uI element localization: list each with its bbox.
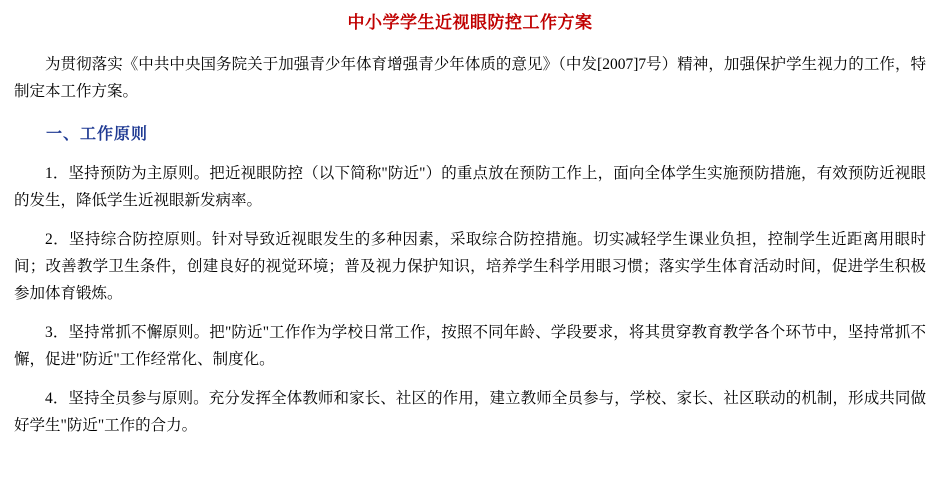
section-heading-work-principles: 一、工作原则 [46,126,149,143]
document-page [0,10,940,491]
principle-paragraph-2: 2．坚持综合防控原则。针对导致近视眼发生的多种因素，采取综合防控措施。切实减轻学生课业负担，控制学生近距离用眼时间；改善教学卫生条件，创建良好的视觉环境；普及视力保护知识，培养学生科学用眼习惯；落实学生体育活动时间，促进学生积极参加体育锻炼。 [14,231,926,302]
principle-paragraph-4: 4．坚持全员参与原则。充分发挥全体教师和家长、社区的作用，建立教师全员参与，学校、家长、社区联动的机制，形成共同做好学生"防近"工作的合力。 [14,390,926,434]
principle-paragraph-3: 3．坚持常抓不懈原则。把"防近"工作作为学校日常工作，按照不同年龄、学段要求，将其贯穿教育教学各个环节中，坚持常抓不懈，促进"防近"工作经常化、制度化。 [14,324,926,368]
document-title: 中小学学生近视眼防控工作方案 [347,13,593,32]
principle-paragraph-1: 1．坚持预防为主原则。把近视眼防控（以下简称"防近"）的重点放在预防工作上，面向全体学生实施预防措施，有效预防近视眼的发生，降低学生近视眼新发病率。 [14,165,926,209]
intro-paragraph: 为贯彻落实《中共中央国务院关于加强青少年体育增强青少年体质的意见》（中发[2007]7号）精神，加强保护学生视力的工作，特制定本工作方案。 [14,56,926,100]
